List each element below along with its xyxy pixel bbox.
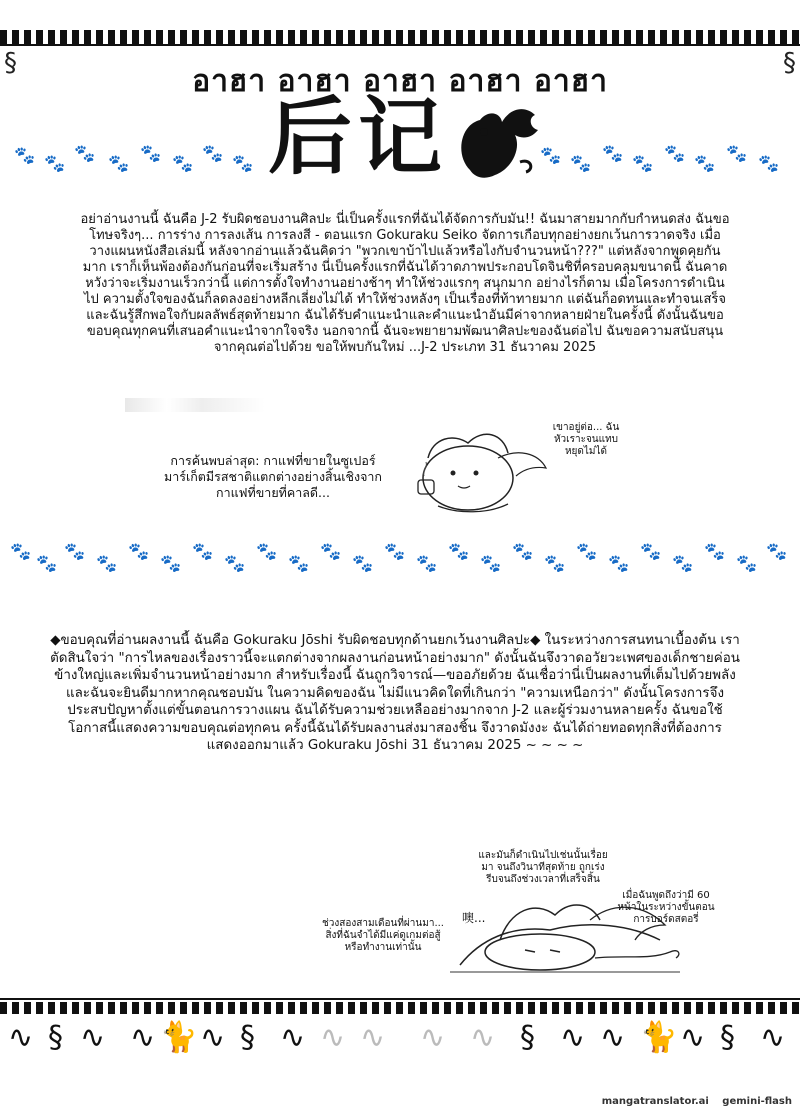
paw-print-row-top: 🐾 🐾 🐾 🐾 🐾 🐾 🐾 🐾 🐾 🐾 🐾 🐾 🐾 🐾 🐾 🐾 — [14, 144, 780, 174]
watermark-footer — [592, 1096, 792, 1107]
cat-icon: 🐈 — [640, 1020, 678, 1055]
speech-bubble-laugh: เขาอยู่ต่อ... ฉันหัวเราะจนแทบหยุดไม่ได้ — [552, 422, 620, 457]
chibi-creature-sketch-coffee — [398, 418, 548, 518]
page-title: 后记 — [268, 87, 449, 186]
afterword-paragraph-j2: อย่าอ่านงานนี้ ฉันคือ J-2 รับผิดชอบงานศิลปะ นี่เป็นครั้งแรกที่ฉันได้จัดการกับมัน!! ฉันมาสายมากกับกำหนดส่ง ฉันขอโทษจริงๆ... การร่าง การลงเส้น การลงสี - ตอนแรก Gokuraku Seiko จัดการเกือบทุกอย่างยกเว้นการวาดจริง เมื่อวางแผนหนังสือเล่มนี้ หลังจากอ่านแล้วฉันคิดว่า "พวกเขาบ้าไปแล้วหรือไงกับจำนวนหน้า???" แต่หลังจากพูดคุยกันมาก เราก็เห็นพ้องต้องกันก่อนที่จะเริ่มสร้าง นี่เป็นครั้งแรกที่ฉันได้วาดภาพประกอบโดจินชิที่ครอบคลุมขนาดนี้ ฉันคาดหวังว่าจะเริ่มงานเร็วกว่านี้ แต่การตั้งใจทำงานอย่างช้าๆ ทำให้ช่วงแรกๆ สนุกมาก อย่างไรก็ตาม เมื่อโครงการดำเนินไป ความตั้งใจของฉันก็ลดลงอย่างหลีกเลี่ยงไม่ได้ ทำให้ช่วงหลังๆ เป็นเรื่องที่ท้าทายมาก แต่ฉันก็อดทนและทำจนเสร็จ และฉันรู้สึกพอใจกับผลลัพธ์สุดท้ายมาก ฉันได้รับคำแนะนำและคำแนะนำอันมีค่าจากหลายฝ่ายในครั้งนี้ ดังนั้นฉันขอขอบคุณทุกคนที่เสนอคำแนะนำจากใจจริง นอกจากนี้ ฉันจะพยายามพัฒนาศิลปะของฉันต่อไป ฉันขอความสนับสนุนจากคุณต่อไปด้วย ขอให้พบกันใหม่ ...J-2 ประเภท 31 ธันวาคม 2025 — [80, 212, 730, 355]
afterword-paragraph-gokuraku: ◆ขอบคุณที่อ่านผลงานนี้ ฉันคือ Gokuraku Jōshi รับผิดชอบทุกด้านยกเว้นงานศิลปะ◆ ในระหว่างการสนทนาเบื้องต้น เราตัดสินใจว่า "การไหลของเรื่องราวนี้จะแตกต่างจากผลงานก่อนหน้าอย่างมาก" ดังนั้นฉันจึงวาดอวัยวะเพศของเด็กชายค่อนข้างใหญ่และเพิ่มจำนวนหน้าอย่างมาก สำหรับเรื่องนี้ ฉันถูกวิจารณ์—ขออภัยด้วย ฉันเชื่อว่านี่เป็นผลงานที่เต็มไปด้วยพลัง และฉันจะยินดีมากหากคุณชอบมัน ในความคิดของฉัน ไม่มีแนวคิดใดที่เกินกว่า "ความเหนือกว่า" ดังนั้นโครงการจึงประสบปัญหาตั้งแต่ขั้นตอนการวางแผน ฉันได้รับความช่วยเหลืออย่างมากจาก J-2 และผู้ร่วมงานหลายครั้ง ฉันขอใช้โอกาสนี้แสดงความขอบคุณต่อทุกคน ครั้งนี้ฉันได้รับผลงานส่งมาสองชิ้น จึงวาดมังงะ ฉันได้ถ่ายทอดทุกสิ่งที่ต้องการแสดงออกมาแล้ว Gokuraku Jōshi 31 ธันวาคม 2025 ~ ~ ~ ~ — [50, 633, 740, 753]
right-swirl-ornament: § — [783, 48, 796, 78]
speech-bubble-storyboard: เมื่อฉันพูดถึงว่ามี 60 หน้าในระหว่างขั้นตอนการบอร์ดสตอรี่ — [617, 890, 715, 925]
faded-artifact — [125, 398, 265, 412]
laugh-heading: อาฮา อาฮา อาฮา อาฮา อาฮา — [192, 64, 608, 99]
bottom-border-line — [0, 998, 800, 1000]
watermark-site: mangatranslator.ai — [601, 1096, 709, 1107]
top-border-line — [0, 44, 800, 46]
sound-effect-text: 噢... — [462, 911, 486, 925]
watermark-model: gemini-flash — [722, 1096, 792, 1107]
paw-print-row-middle: 🐾 🐾 🐾 🐾 🐾 🐾 🐾 🐾 🐾 🐾 🐾 🐾 🐾 🐾 🐾 🐾 🐾 🐾 🐾 🐾 🐾 🐾 🐾 🐾 🐾 — [10, 542, 788, 574]
cat-icon: 🐈 — [160, 1020, 198, 1055]
chibi-creature-sketch-collapsed — [440, 880, 690, 980]
side-note-coffee: การค้นพบล่าสุด: กาแฟที่ขายในซูเปอร์มาร์เก็ตมีรสชาติแตกต่างอย่างสิ้นเชิงจากกาแฟที่ขายที่คาลดี... — [163, 453, 383, 500]
speech-bubble-months: ช่วงสองสามเดือนที่ผ่านมา... สิ่งที่ฉันจำได้มีแค่ดูเกมต่อสู้หรือทำงานเท่านั้น — [322, 918, 444, 953]
speech-bubble-deadline: และมันก็ดำเนินไปเช่นนั้นเรื่อยมา จนถึงวินาทีสุดท้าย ถูกเร่งรีบจนถึงช่วงเวลาที่เสร็จสิ้น — [478, 850, 608, 885]
top-checker-border — [0, 30, 800, 44]
bottom-ornament-row: ∿ § ∿ ∿ 🐈 ∿ § ∿ ∿ ∿ ∿ ∿ § ∿ ∿ 🐈 ∿ § ∿ — [8, 1020, 786, 1055]
left-swirl-ornament: § — [4, 48, 17, 78]
bottom-checker-border — [0, 1002, 800, 1014]
